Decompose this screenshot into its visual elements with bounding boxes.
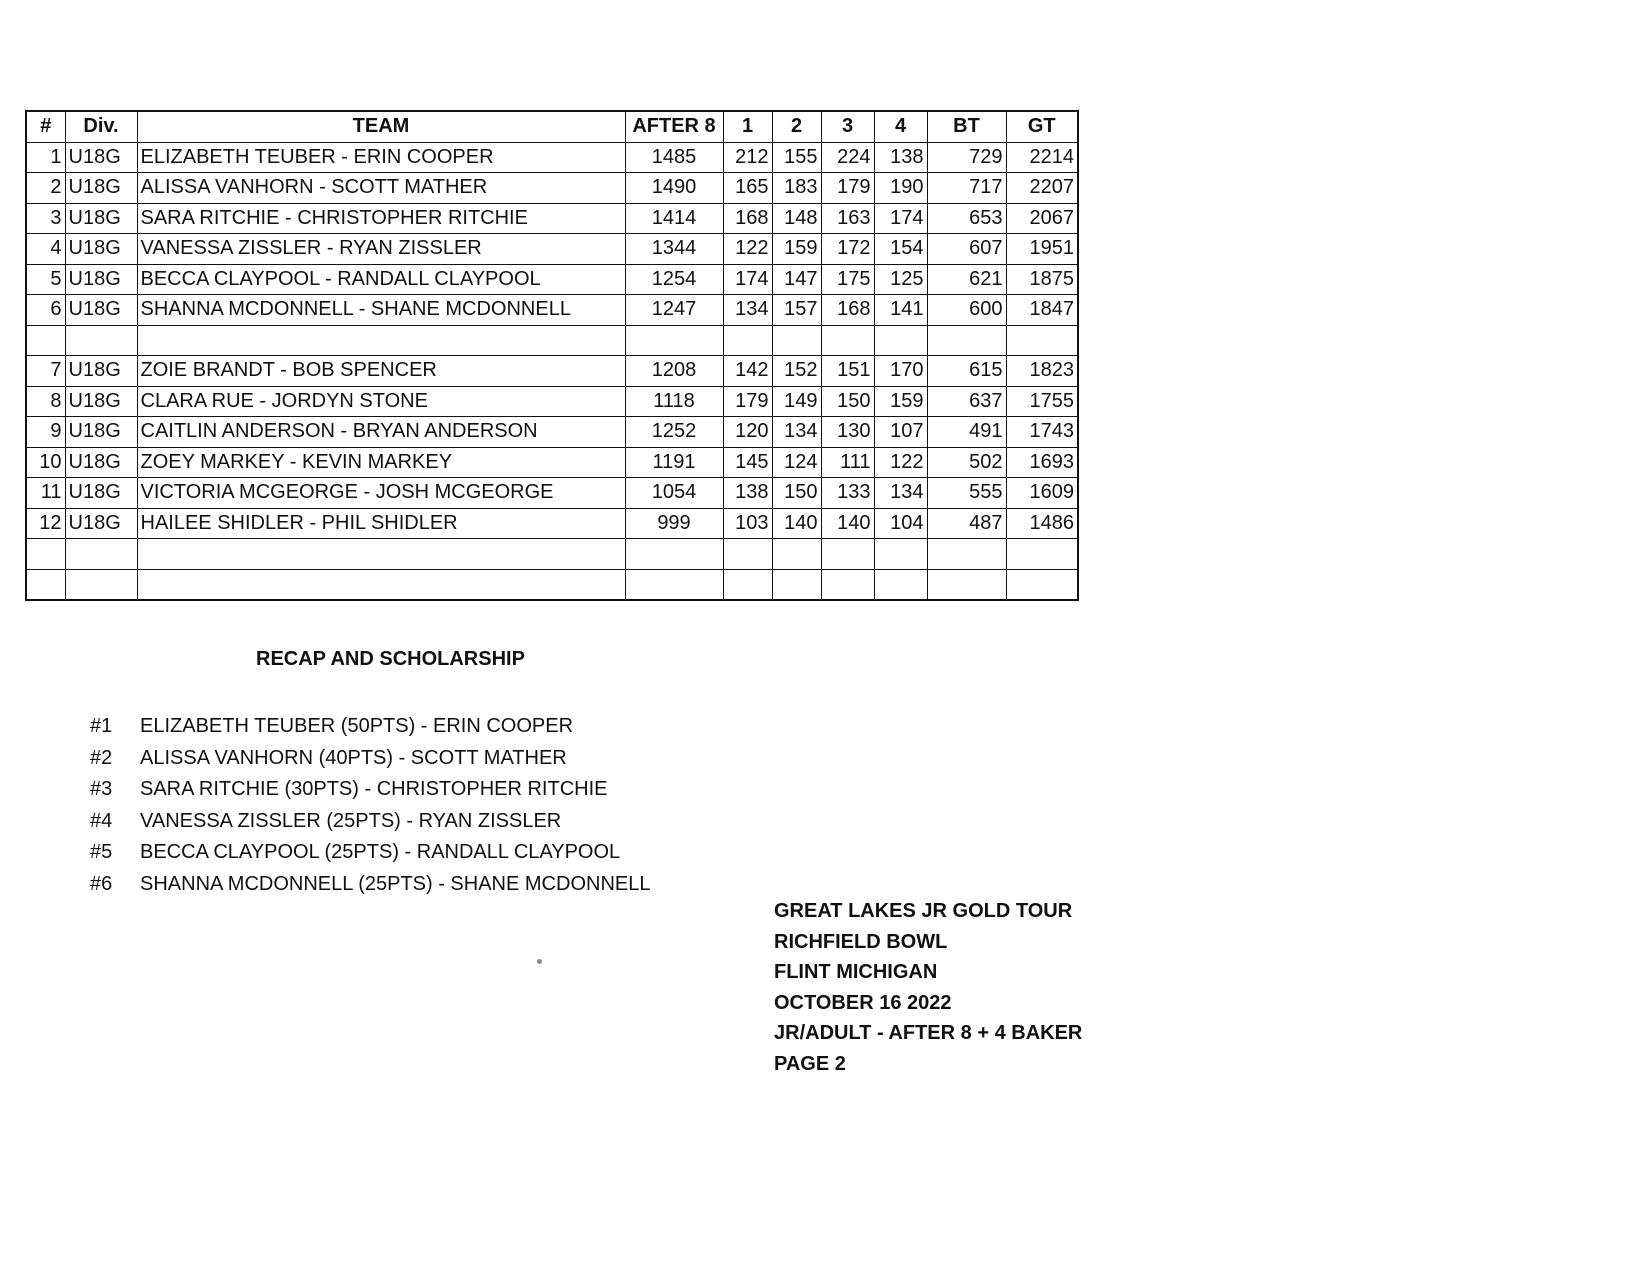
cell-gt: 1743	[1006, 417, 1078, 448]
cell-game1: 120	[723, 417, 772, 448]
recap-rank: #5	[90, 841, 113, 863]
event-info-line: OCTOBER 16 2022	[774, 991, 952, 1014]
cell-bt: 607	[927, 234, 1006, 265]
cell-bt: 621	[927, 264, 1006, 295]
cell-game2: 149	[772, 386, 821, 417]
recap-text: VANESSA ZISSLER (25PTS) - RYAN ZISSLER	[140, 809, 562, 832]
cell-game2	[772, 539, 821, 570]
cell-game3: 150	[821, 386, 874, 417]
cell-game4: 138	[874, 142, 927, 173]
recap-text: BECCA CLAYPOOL (25PTS) - RANDALL CLAYPOOL	[140, 841, 621, 863]
cell-game4: 174	[874, 203, 927, 234]
cell-team: SHANNA MCDONNELL - SHANE MCDONNELL	[137, 295, 625, 326]
recap-title: RECAP AND SCHOLARSHIP	[256, 648, 525, 670]
cell-after8: 1490	[625, 173, 723, 204]
cell-bt: 615	[927, 356, 1006, 387]
recap-text: ELIZABETH TEUBER (50PTS) - ERIN COOPER	[140, 715, 574, 737]
recap-rank: #4	[90, 809, 113, 832]
recap-rank: #1	[90, 715, 113, 737]
cell-gt: 1486	[1006, 508, 1078, 539]
cell-division: U18G	[65, 508, 137, 539]
cell-rank: 5	[26, 264, 65, 295]
cell-game2: 152	[772, 356, 821, 387]
cell-bt: 637	[927, 386, 1006, 417]
cell-team: CAITLIN ANDERSON - BRYAN ANDERSON	[137, 417, 625, 448]
col-header-team: TEAM	[137, 111, 625, 142]
cell-after8: 1208	[625, 356, 723, 387]
cell-game3	[821, 539, 874, 570]
table-row	[26, 264, 1078, 295]
cell-game4	[874, 325, 927, 356]
cell-game1: 179	[723, 386, 772, 417]
cell-game2	[772, 569, 821, 600]
cell-division	[65, 325, 137, 356]
cell-game4: 125	[874, 264, 927, 295]
cell-after8: 999	[625, 508, 723, 539]
cell-after8: 1118	[625, 386, 723, 417]
cell-game2: 159	[772, 234, 821, 265]
cell-game1: 174	[723, 264, 772, 295]
table-row	[26, 356, 1078, 387]
cell-game1: 142	[723, 356, 772, 387]
cell-game1: 138	[723, 478, 772, 509]
table-row	[26, 508, 1078, 539]
cell-division: U18G	[65, 295, 137, 326]
recap-text: SARA RITCHIE (30PTS) - CHRISTOPHER RITCHIE	[140, 778, 608, 800]
cell-rank: 12	[26, 508, 65, 539]
cell-team: CLARA RUE - JORDYN STONE	[137, 386, 625, 417]
col-header-division: Div.	[65, 111, 137, 142]
event-info-line: GREAT LAKES JR GOLD TOUR	[774, 900, 1073, 922]
cell-division: U18G	[65, 264, 137, 295]
cell-bt	[927, 569, 1006, 600]
cell-game3: 224	[821, 142, 874, 173]
cell-rank	[26, 569, 65, 600]
cell-gt: 1693	[1006, 447, 1078, 478]
cell-game2: 183	[772, 173, 821, 204]
cell-team: ALISSA VANHORN - SCOTT MATHER	[137, 173, 625, 204]
table-row	[26, 203, 1078, 234]
cell-division: U18G	[65, 386, 137, 417]
col-header-game1: 1	[723, 111, 772, 142]
cell-game2: 134	[772, 417, 821, 448]
cell-game1: 145	[723, 447, 772, 478]
scan-speck	[537, 959, 542, 964]
cell-division: U18G	[65, 478, 137, 509]
cell-team	[137, 539, 625, 570]
table-row	[26, 173, 1078, 204]
recap-list	[90, 711, 650, 900]
cell-game1: 103	[723, 508, 772, 539]
cell-game2	[772, 325, 821, 356]
table-row	[26, 417, 1078, 448]
recap-text: SHANNA MCDONNELL (25PTS) - SHANE MCDONNELL	[140, 872, 651, 895]
cell-game4	[874, 569, 927, 600]
cell-gt: 1847	[1006, 295, 1078, 326]
cell-rank: 1	[26, 142, 65, 173]
cell-rank: 4	[26, 234, 65, 265]
cell-game1	[723, 325, 772, 356]
cell-game3: 168	[821, 295, 874, 326]
list-item	[90, 806, 650, 838]
list-item	[90, 774, 650, 806]
cell-after8: 1054	[625, 478, 723, 509]
cell-gt: 1823	[1006, 356, 1078, 387]
cell-gt: 2214	[1006, 142, 1078, 173]
cell-after8	[625, 325, 723, 356]
cell-game3: 151	[821, 356, 874, 387]
cell-game2: 150	[772, 478, 821, 509]
cell-division: U18G	[65, 234, 137, 265]
cell-division: U18G	[65, 447, 137, 478]
cell-bt	[927, 539, 1006, 570]
cell-game3: 172	[821, 234, 874, 265]
table-row	[26, 325, 1078, 356]
cell-gt	[1006, 569, 1078, 600]
cell-division	[65, 539, 137, 570]
cell-rank: 3	[26, 203, 65, 234]
event-info-line: RICHFIELD BOWL	[774, 930, 948, 953]
cell-division	[65, 569, 137, 600]
table-row	[26, 539, 1078, 570]
col-header-gt: GT	[1006, 111, 1078, 142]
table-row	[26, 234, 1078, 265]
cell-rank: 8	[26, 386, 65, 417]
table-header-row	[26, 111, 1078, 142]
cell-team	[137, 569, 625, 600]
table-row	[26, 295, 1078, 326]
cell-game3	[821, 569, 874, 600]
cell-gt: 1875	[1006, 264, 1078, 295]
list-item	[90, 837, 650, 869]
cell-game2: 157	[772, 295, 821, 326]
cell-game3	[821, 325, 874, 356]
cell-game2: 147	[772, 264, 821, 295]
table-row	[26, 447, 1078, 478]
cell-game2: 155	[772, 142, 821, 173]
col-header-game2: 2	[772, 111, 821, 142]
cell-game2: 124	[772, 447, 821, 478]
event-info-line: JR/ADULT - AFTER 8 + 4 BAKER	[774, 1022, 1083, 1044]
cell-bt: 717	[927, 173, 1006, 204]
cell-game3: 140	[821, 508, 874, 539]
cell-division: U18G	[65, 356, 137, 387]
cell-division: U18G	[65, 203, 137, 234]
cell-game4: 190	[874, 173, 927, 204]
cell-game1: 168	[723, 203, 772, 234]
cell-team: BECCA CLAYPOOL - RANDALL CLAYPOOL	[137, 264, 625, 295]
cell-gt: 2067	[1006, 203, 1078, 234]
cell-after8: 1252	[625, 417, 723, 448]
cell-gt: 1755	[1006, 386, 1078, 417]
cell-bt: 729	[927, 142, 1006, 173]
cell-game4: 154	[874, 234, 927, 265]
cell-game1	[723, 569, 772, 600]
cell-game1	[723, 539, 772, 570]
cell-rank: 6	[26, 295, 65, 326]
cell-game4: 104	[874, 508, 927, 539]
cell-gt: 2207	[1006, 173, 1078, 204]
cell-game3: 179	[821, 173, 874, 204]
cell-team: ELIZABETH TEUBER - ERIN COOPER	[137, 142, 625, 173]
cell-bt: 502	[927, 447, 1006, 478]
cell-team: ZOEY MARKEY - KEVIN MARKEY	[137, 447, 625, 478]
cell-bt	[927, 325, 1006, 356]
recap-text: ALISSA VANHORN (40PTS) - SCOTT MATHER	[140, 746, 567, 769]
cell-division: U18G	[65, 417, 137, 448]
cell-after8: 1191	[625, 447, 723, 478]
cell-rank: 10	[26, 447, 65, 478]
cell-game4: 122	[874, 447, 927, 478]
cell-game3: 175	[821, 264, 874, 295]
cell-game4: 141	[874, 295, 927, 326]
table-row	[26, 478, 1078, 509]
col-header-after8: AFTER 8	[625, 111, 723, 142]
table-row	[26, 142, 1078, 173]
cell-game3: 133	[821, 478, 874, 509]
cell-after8: 1247	[625, 295, 723, 326]
col-header-game3: 3	[821, 111, 874, 142]
table-row	[26, 386, 1078, 417]
standings-table	[25, 110, 1079, 601]
cell-game4: 134	[874, 478, 927, 509]
cell-team	[137, 325, 625, 356]
cell-game4: 159	[874, 386, 927, 417]
cell-game3: 111	[821, 447, 874, 478]
list-item	[90, 869, 650, 901]
cell-rank: 9	[26, 417, 65, 448]
col-header-game4: 4	[874, 111, 927, 142]
cell-team: HAILEE SHIDLER - PHIL SHIDLER	[137, 508, 625, 539]
recap-rank: #3	[90, 778, 113, 800]
cell-after8	[625, 539, 723, 570]
cell-rank: 11	[26, 478, 65, 509]
cell-game3: 130	[821, 417, 874, 448]
cell-game1: 212	[723, 142, 772, 173]
col-header-rank: #	[26, 111, 65, 142]
col-header-bt: BT	[927, 111, 1006, 142]
recap-rank: #6	[90, 872, 113, 895]
cell-gt: 1609	[1006, 478, 1078, 509]
event-info	[774, 896, 1082, 1079]
cell-bt: 487	[927, 508, 1006, 539]
cell-division: U18G	[65, 173, 137, 204]
cell-rank: 2	[26, 173, 65, 204]
cell-bt: 491	[927, 417, 1006, 448]
cell-after8: 1414	[625, 203, 723, 234]
cell-game3: 163	[821, 203, 874, 234]
cell-game4: 170	[874, 356, 927, 387]
cell-team: ZOIE BRANDT - BOB SPENCER	[137, 356, 625, 387]
cell-division: U18G	[65, 142, 137, 173]
cell-team: SARA RITCHIE - CHRISTOPHER RITCHIE	[137, 203, 625, 234]
cell-after8: 1254	[625, 264, 723, 295]
cell-rank	[26, 325, 65, 356]
cell-game4: 107	[874, 417, 927, 448]
cell-gt	[1006, 539, 1078, 570]
list-item	[90, 711, 650, 743]
event-info-line: FLINT MICHIGAN	[774, 961, 938, 983]
cell-game1: 134	[723, 295, 772, 326]
cell-rank	[26, 539, 65, 570]
cell-game2: 148	[772, 203, 821, 234]
cell-after8	[625, 569, 723, 600]
cell-game1: 122	[723, 234, 772, 265]
cell-after8: 1485	[625, 142, 723, 173]
recap-rank: #2	[90, 746, 113, 769]
cell-rank: 7	[26, 356, 65, 387]
cell-game4	[874, 539, 927, 570]
cell-bt: 600	[927, 295, 1006, 326]
cell-after8: 1344	[625, 234, 723, 265]
cell-game2: 140	[772, 508, 821, 539]
cell-bt: 555	[927, 478, 1006, 509]
event-info-line: PAGE 2	[774, 1052, 846, 1075]
cell-team: VANESSA ZISSLER - RYAN ZISSLER	[137, 234, 625, 265]
table-row	[26, 569, 1078, 600]
cell-game1: 165	[723, 173, 772, 204]
cell-bt: 653	[927, 203, 1006, 234]
cell-team: VICTORIA MCGEORGE - JOSH MCGEORGE	[137, 478, 625, 509]
list-item	[90, 743, 650, 775]
cell-gt: 1951	[1006, 234, 1078, 265]
cell-gt	[1006, 325, 1078, 356]
